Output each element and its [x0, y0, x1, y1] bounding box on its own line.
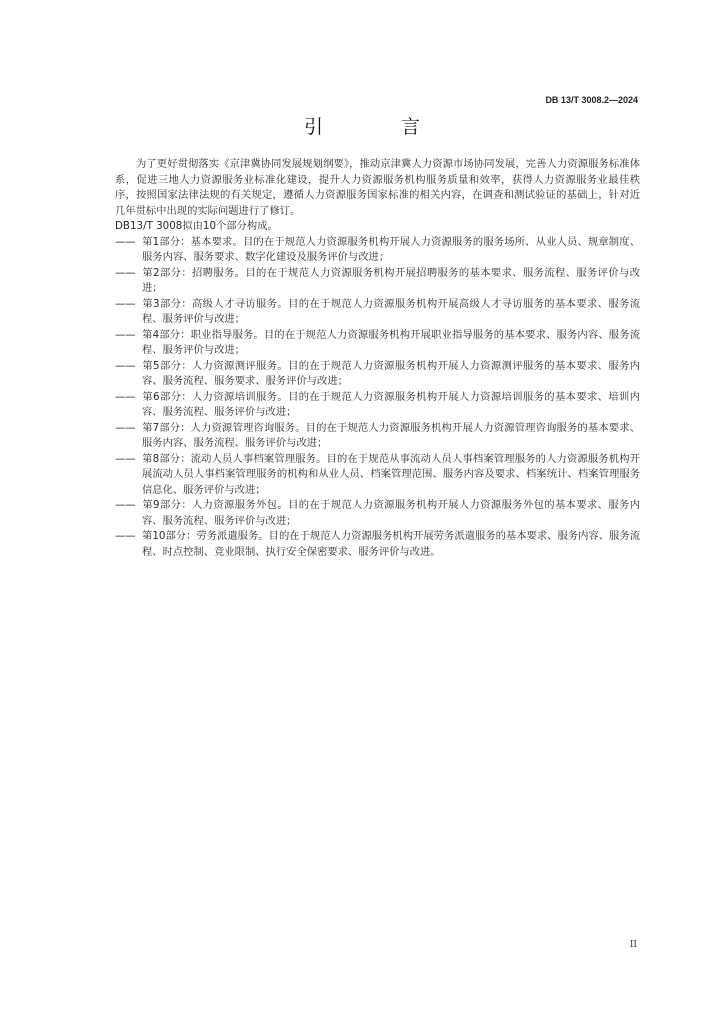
part-item: [115, 452, 640, 499]
part-text: 第4部分：职业指导服务。目的在于规范人力资源服务机构开展职业指导服务的基本要求、服务内容、服务流程、服务评价与改进；: [142, 328, 640, 356]
document-code: DB 13/T 3008.2—2024: [545, 95, 638, 105]
page-number: II: [629, 940, 637, 950]
part-text: 第2部分：招聘服务。目的在于规范人力资源服务机构开展招聘服务的基本要求、服务流程、服务评价与改进；: [142, 266, 640, 294]
section-title: 引 言: [303, 116, 457, 138]
dash-mark: ——: [115, 359, 136, 372]
dash-mark: ——: [115, 530, 136, 542]
part-text: 第5部分：人力资源测评服务。目的在于规范人力资源服务机构开展人力资源测评服务的基本要求、服务内容、服务流程、服务要求、服务评价与改进；: [142, 359, 640, 387]
part-item: [115, 529, 640, 560]
part-text: 第1部分：基本要求。目的在于规范人力资源服务机构开展人力资源服务的服务场所、从业人员、规章制度、服务内容、服务要求、数字化建设及服务评价与改进；: [142, 235, 640, 263]
dash-mark: ——: [115, 297, 136, 310]
part-item: [115, 498, 640, 529]
dash-mark: ——: [115, 328, 136, 341]
part-text: 第8部分：流动人员人事档案管理服务。目的在于规范从事流动人员人事档案管理服务的人力资源服务机构开展流动人员人事档案管理服务的机构和从业人员、档案管理范围、服务内容及要求、档案统计、档案管理服务信息化、服务评价与改进；: [142, 452, 640, 496]
part-text: 第9部分：人力资源服务外包。目的在于规范人力资源服务机构开展人力资源服务外包的基本要求、服务内容、服务流程、服务评价与改进；: [142, 499, 640, 527]
part-item: [115, 266, 640, 297]
body-text: [115, 157, 640, 560]
part-text: 第6部分：人力资源培训服务。目的在于规范人力资源服务机构开展人力资源培训服务的基本要求、培训内容、服务流程、服务评价与改进；: [142, 390, 640, 418]
part-item: [115, 390, 640, 421]
part-item: [115, 235, 640, 266]
dash-mark: ——: [115, 390, 136, 403]
dash-mark: ——: [115, 452, 136, 465]
part-text: 第10部分：劳务派遣服务。目的在于规范人力资源服务机构开展劳务派遣服务的基本要求、服务内容、服务流程、时点控制、竞业限制、执行安全保密要求、服务评价与改进。: [142, 530, 640, 558]
part-item: [115, 328, 640, 359]
dash-mark: ——: [115, 421, 136, 434]
dash-mark: ——: [115, 499, 136, 511]
part-text: 第3部分：高级人才寻访服务。目的在于规范人力资源服务机构开展高级人才寻访服务的基本要求、服务流程、服务评价与改进；: [142, 297, 640, 325]
dash-mark: ——: [115, 266, 136, 279]
intro-paragraph: 为了更好贯彻落实《京津冀协同发展规划纲要》，推动京津冀人力资源市场协同发展，完善人力资源服务标准体系，促进三地人力资源服务业标准化建设，提升人力资源服务机构服务质量和效率，获得人力资源服务业最佳秩序，按照国家法律法规的有关规定，遵循人力资源服务国家标准的相关内容，在调查和测试验证的基础上，针对近几年贯标中出现的实际问题进行了修订。: [115, 158, 640, 217]
part-item: [115, 297, 640, 328]
structure-line: DB13/T 3008拟由10个部分构成。: [115, 220, 278, 232]
dash-mark: ——: [115, 235, 136, 248]
part-text: 第7部分：人力资源管理咨询服务。目的在于规范人力资源服务机构开展人力资源管理咨询服务的基本要求、服务内容、服务流程、服务评价与改进；: [142, 421, 640, 449]
part-item: [115, 359, 640, 390]
part-item: [115, 421, 640, 452]
